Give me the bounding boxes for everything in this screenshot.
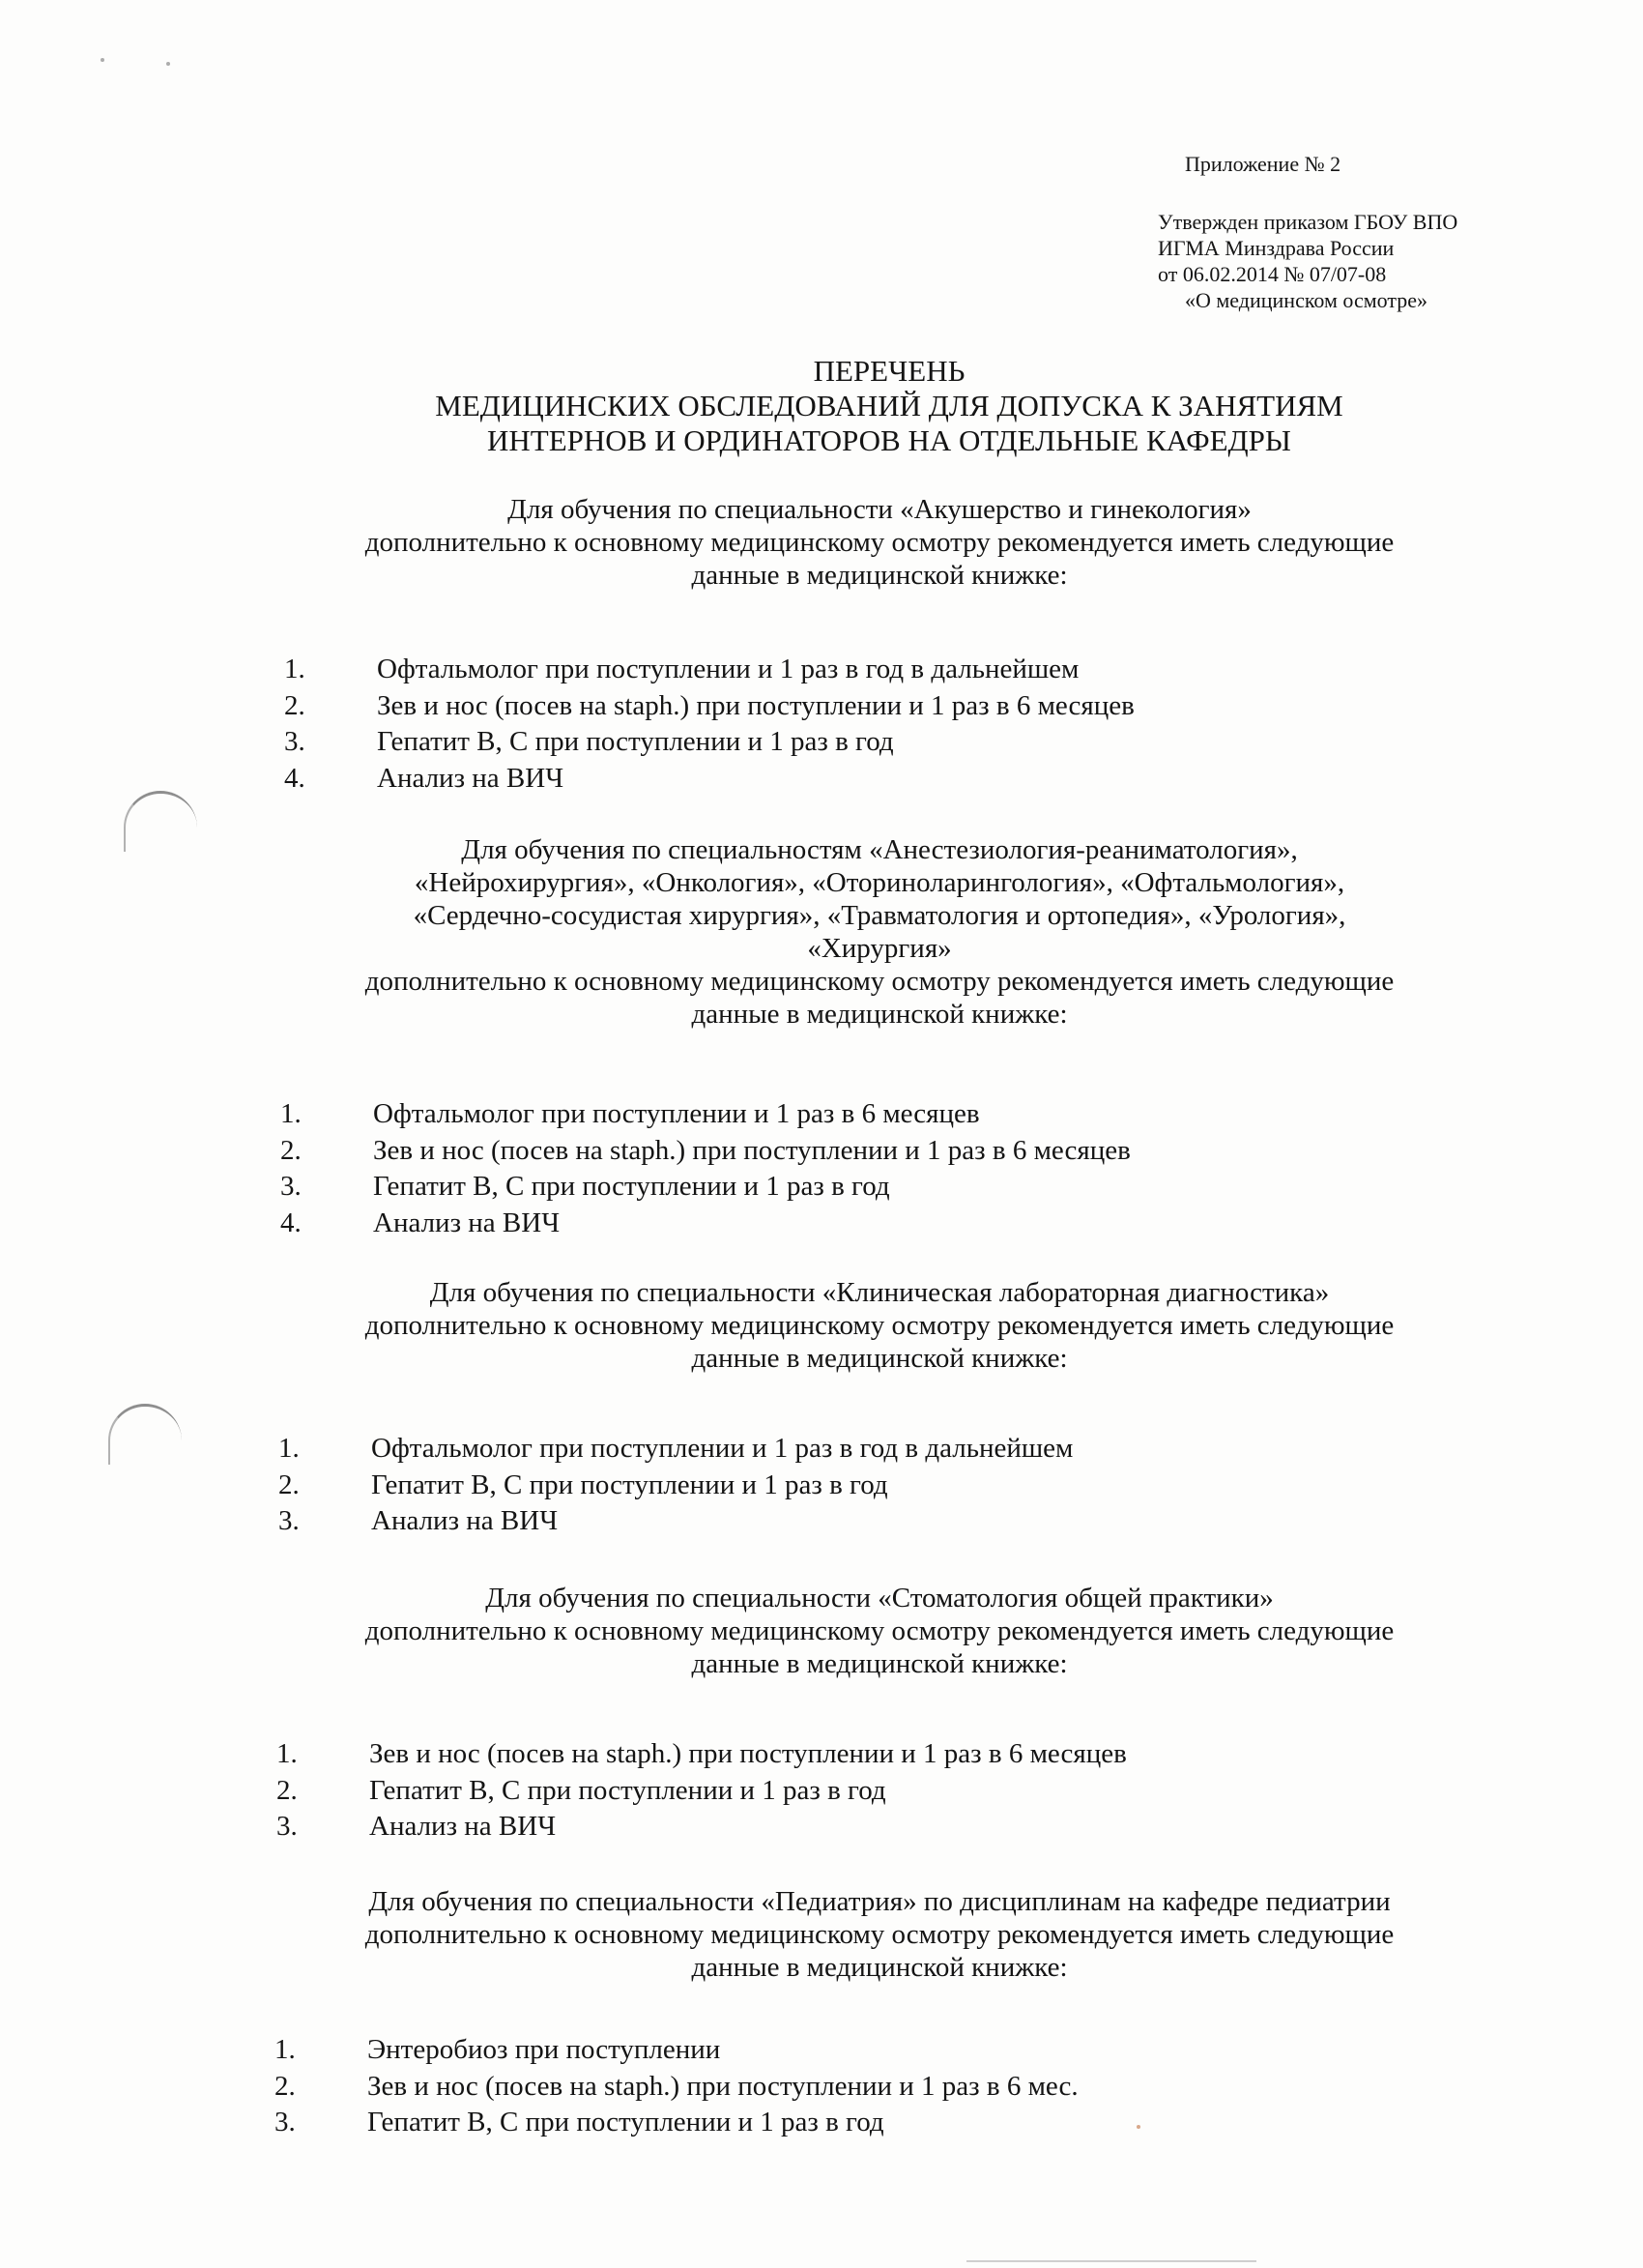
approval-line: ИГМА Минздрава России (1158, 236, 1395, 260)
approval-line: от 06.02.2014 № 07/07-08 (1158, 262, 1387, 286)
intro-line: дополнительно к основному медицинскому осмотру рекомендуется иметь следующие (364, 966, 1395, 997)
list-item: 3. Анализ на ВИЧ (276, 1811, 557, 1842)
list-item: 2. Зев и нос (посев на staph.) при поступлении и 1 раз в 6 мес. (274, 2070, 1079, 2102)
scan-speck (166, 62, 170, 66)
intro-line: Для обучения по специальности «Стоматология общей практики» (485, 1583, 1274, 1614)
title-line: МЕДИЦИНСКИХ ОБСЛЕДОВАНИЙ ДЛЯ ДОПУСКА К ЗАНЯТИЯМ (435, 389, 1343, 422)
list-item: 1. Офтальмолог при поступлении и 1 раз в 6 месяцев (280, 1098, 980, 1129)
list-item: 4. Анализ на ВИЧ (284, 762, 564, 794)
intro-line: Для обучения по специальностям «Анестезиология-реаниматология», (461, 834, 1298, 865)
page-edge-line (966, 2260, 1256, 2262)
list-item: 3. Гепатит В, С при поступлении и 1 раз в год (284, 726, 894, 757)
approval-block (1158, 209, 1457, 313)
intro-line: данные в медицинской книжке: (691, 999, 1068, 1030)
exam-list (280, 1096, 1131, 1241)
intro-line: Для обучения по специальности «Клиническая лабораторная диагностика» (429, 1277, 1330, 1308)
intro-line: данные в медицинской книжке: (691, 1343, 1068, 1374)
list-item: 3. Гепатит В, С при поступлении и 1 раз в год (274, 2107, 884, 2137)
title-line: ПЕРЕЧЕНЬ (813, 354, 966, 388)
title-line: ИНТЕРНОВ И ОРДИНАТОРОВ НА ОТДЕЛЬНЫЕ КАФЕДРЫ (487, 423, 1291, 457)
scan-speck (1137, 2125, 1140, 2129)
intro-line: данные в медицинской книжке: (691, 560, 1068, 591)
punch-hole-top (124, 791, 197, 852)
intro-line: «Хирургия» (807, 933, 952, 964)
section-intro (232, 1885, 1527, 1984)
scan-speck (101, 58, 104, 62)
exam-list (284, 652, 1135, 797)
list-item: 1. Зев и нос (посев на staph.) при поступлении и 1 раз в 6 месяцев (276, 1738, 1127, 1769)
punch-hole-bottom (108, 1404, 182, 1465)
list-item: 1. Энтеробиоз при поступлении (274, 2034, 721, 2065)
intro-line: Для обучения по специальности «Педиатрия» по дисциплинам на кафедре педиатрии (368, 1886, 1391, 1917)
section-intro (232, 833, 1527, 1031)
approval-line: «О медицинском осмотре» (1185, 288, 1428, 312)
exam-list (274, 2032, 1079, 2141)
section-intro (232, 1582, 1527, 1680)
list-item: 1. Офтальмолог при поступлении и 1 раз в год в дальнейшем (278, 1433, 1074, 1464)
exam-list (278, 1431, 1073, 1540)
list-item: 2. Зев и нос (посев на staph.) при поступлении и 1 раз в 6 месяцев (284, 689, 1135, 721)
document-title (290, 354, 1488, 458)
section-intro (232, 493, 1527, 592)
list-item: 1. Офтальмолог при поступлении и 1 раз в год в дальнейшем (284, 654, 1080, 684)
list-item: 3. Гепатит В, С при поступлении и 1 раз в год (280, 1171, 890, 1202)
intro-line: дополнительно к основному медицинскому осмотру рекомендуется иметь следующие (364, 1615, 1395, 1646)
annex-label: Приложение № 2 (1185, 152, 1341, 176)
list-item: 2. Зев и нос (посев на staph.) при поступлении и 1 раз в 6 месяцев (280, 1134, 1131, 1166)
list-item: 2. Гепатит В, С при поступлении и 1 раз в год (276, 1774, 886, 1806)
list-item: 3. Анализ на ВИЧ (278, 1505, 559, 1536)
intro-line: «Нейрохирургия», «Онкология», «Оториноларингология», «Офтальмология», (414, 867, 1345, 898)
intro-line: данные в медицинской книжке: (691, 1952, 1068, 1983)
intro-line: дополнительно к основному медицинскому осмотру рекомендуется иметь следующие (364, 1919, 1395, 1950)
exam-list (276, 1736, 1127, 1846)
intro-line: Для обучения по специальности «Акушерство и гинекология» (507, 494, 1252, 525)
list-item: 2. Гепатит В, С при поступлении и 1 раз в год (278, 1468, 888, 1500)
section-intro (232, 1276, 1527, 1375)
approval-line: Утвержден приказом ГБОУ ВПО (1158, 210, 1458, 234)
intro-line: «Сердечно-сосудистая хирургия», «Травматология и ортопедия», «Урология», (413, 900, 1346, 931)
intro-line: дополнительно к основному медицинскому осмотру рекомендуется иметь следующие (364, 527, 1395, 558)
intro-line: дополнительно к основному медицинскому осмотру рекомендуется иметь следующие (364, 1310, 1395, 1341)
list-item: 4. Анализ на ВИЧ (280, 1207, 561, 1238)
intro-line: данные в медицинской книжке: (691, 1648, 1068, 1679)
